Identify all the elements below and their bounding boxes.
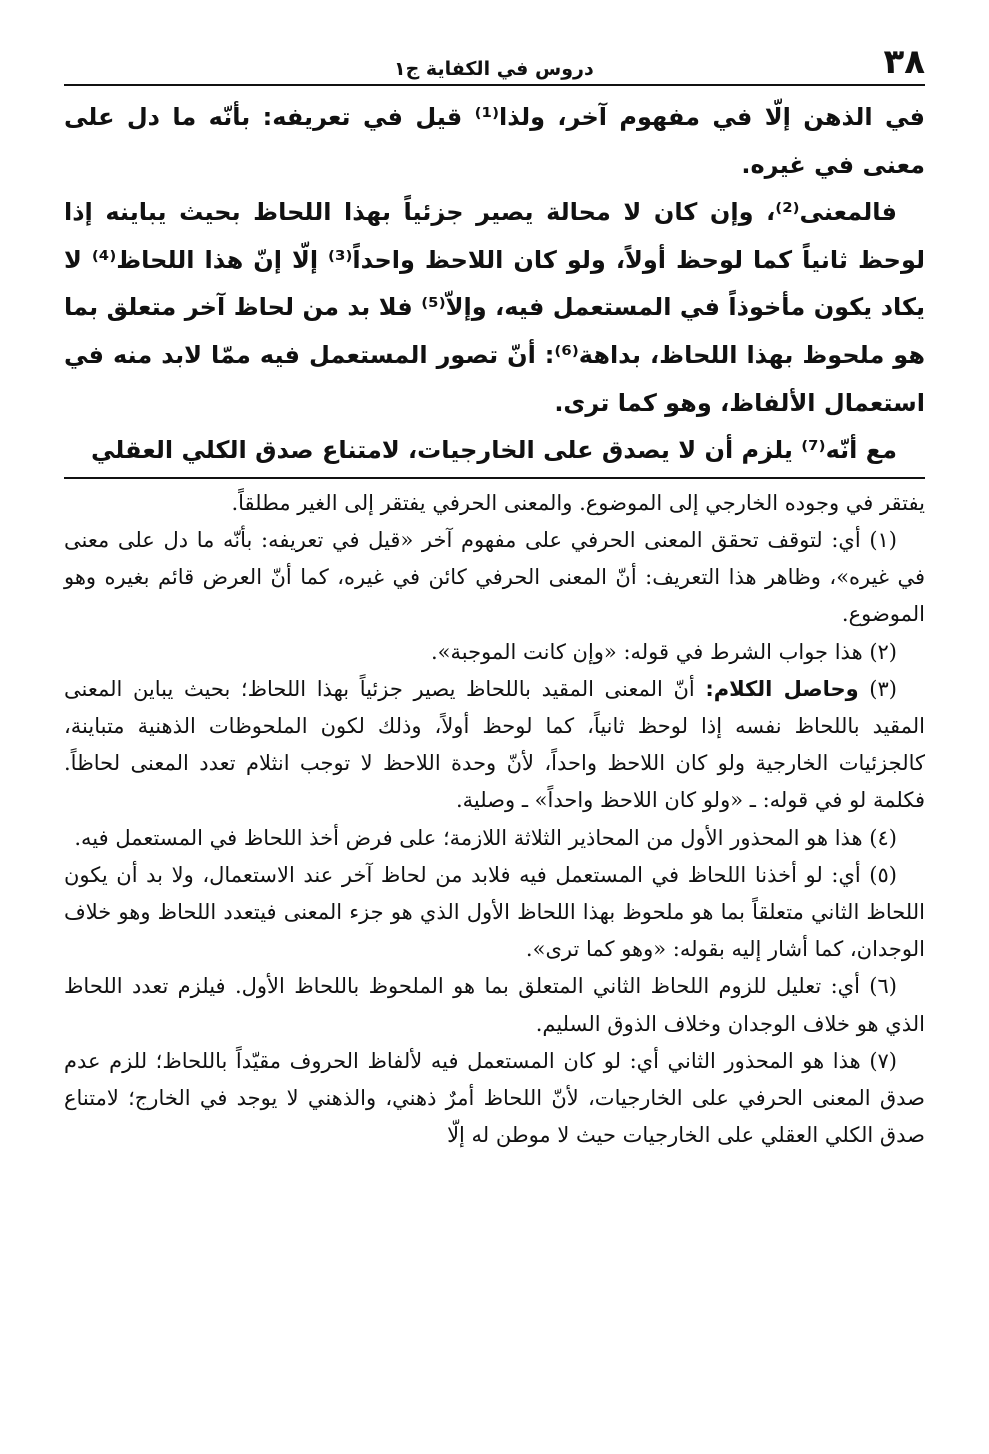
footnote-continuation: يفتقر في وجوده الخارجي إلى الموضوع. والمعنى الحرفي يفتقر إلى الغير مطلقاً. [231, 490, 925, 515]
main-text [64, 94, 925, 475]
book-page [64, 38, 925, 1434]
footnote-7: (٧) هذا هو المحذور الثاني أي: لو كان المستعمل فيه لألفاظ الحروف مقيّداً باللحاظ؛ للزم عدم صدق المعنى الحرفي على الخارجيات، لأنّ اللحاظ أمرٌ ذهني، والذهني لا يوجد في الخارج؛ لامتناع صدق الكلي العقلي على الخارجيات حيث لا موطن له إلّا [64, 1048, 925, 1148]
footnote-text: أنّ المعنى المقيد باللحاظ يصير جزئياً بهذا اللحاظ؛ بحيث يباين المعنى المقيد باللحاظ نفسه إذا لوحظ ثانياً، كما لوحظ أولاً، وذلك لكون الملحوظات الذهنية متباينة، كالجزئيات الخارجية ولو كان اللاحظ واحداً، لأنّ وحدة اللاحظ لا توجب انثلام تعدد المعنى لحاظاً. فكلمة لو في قوله: ـ «ولو كان اللاحظ واحداً» ـ وصلية. [64, 676, 925, 813]
page-number: ٣٨ [883, 42, 925, 82]
main-paragraph: في الذهن إلّا في مفهوم آخر، ولذا⁽¹⁾ قيل في تعريفه: بأنّه ما دل على معنى في غيره. [64, 103, 925, 179]
footnotes [64, 485, 925, 1155]
footnote-separator [64, 477, 925, 479]
running-title: دروس في الكفاية ج١ [394, 58, 594, 80]
footnote-6: (٦) أي: تعليل للزوم اللحاظ الثاني المتعلق بما هو الملحوظ باللحاظ الأول. فيلزم تعدد اللحاظ الذي هو خلاف الوجدان وخلاف الذوق السليم. [64, 974, 925, 1036]
footnote-keyword: وحاصل الكلام: [705, 676, 859, 701]
footnote-5: (٥) أي: لو أخذنا اللحاظ في المستعمل فيه فلابد من لحاظ آخر عند الاستعمال، ولا بد أن يكون اللحاظ الثاني متعلقاً بما هو ملحوظ بهذا اللحاظ الأول الذي هو جزء المعنى فيتعدد اللحاظ وهو خلاف الوجدان، كما أشار إليه بقوله: «وهو كما ترى». [64, 862, 925, 962]
footnote-2: (٢) هذا جواب الشرط في قوله: «وإن كانت الموجبة». [430, 639, 897, 664]
main-paragraph: مع أنّه⁽⁷⁾ يلزم أن لا يصدق على الخارجيات، لامتناع صدق الكلي العقلي [90, 436, 897, 465]
footnote-4: (٤) هذا هو المحذور الأول من المحاذير الثلاثة اللازمة؛ على فرض أخذ اللحاظ في المستعمل فيه. [74, 825, 897, 850]
footnote-number: (٣) [869, 676, 897, 701]
main-paragraph: فالمعنى⁽²⁾، وإن كان لا محالة يصير جزئياً بهذا اللحاظ بحيث يباينه إذا لوحظ ثانياً كما لوحظ أولاً، ولو كان اللاحظ واحداً⁽³⁾ إلّا إنّ هذا اللحاظ⁽⁴⁾ لا يكاد يكون مأخوذاً في المستعمل فيه، وإلاّ⁽⁵⁾ فلا بد من لحاظ آخر متعلق بما هو ملحوظ بهذا اللحاظ، بداهة⁽⁶⁾: أنّ تصور المستعمل فيه ممّا لابد منه في استعمال الألفاظ، وهو كما ترى. [64, 198, 925, 417]
page-header [64, 38, 925, 86]
footnote-3 [64, 671, 925, 820]
footnote-1: (١) أي: لتوقف تحقق المعنى الحرفي على مفهوم آخر «قيل في تعريفه: بأنّه ما دل على معنى في غيره»، وظاهر هذا التعريف: أنّ المعنى الحرفي كائن في غيره، كما أنّ العرض قائم بغيره وهو الموضوع. [64, 527, 925, 627]
